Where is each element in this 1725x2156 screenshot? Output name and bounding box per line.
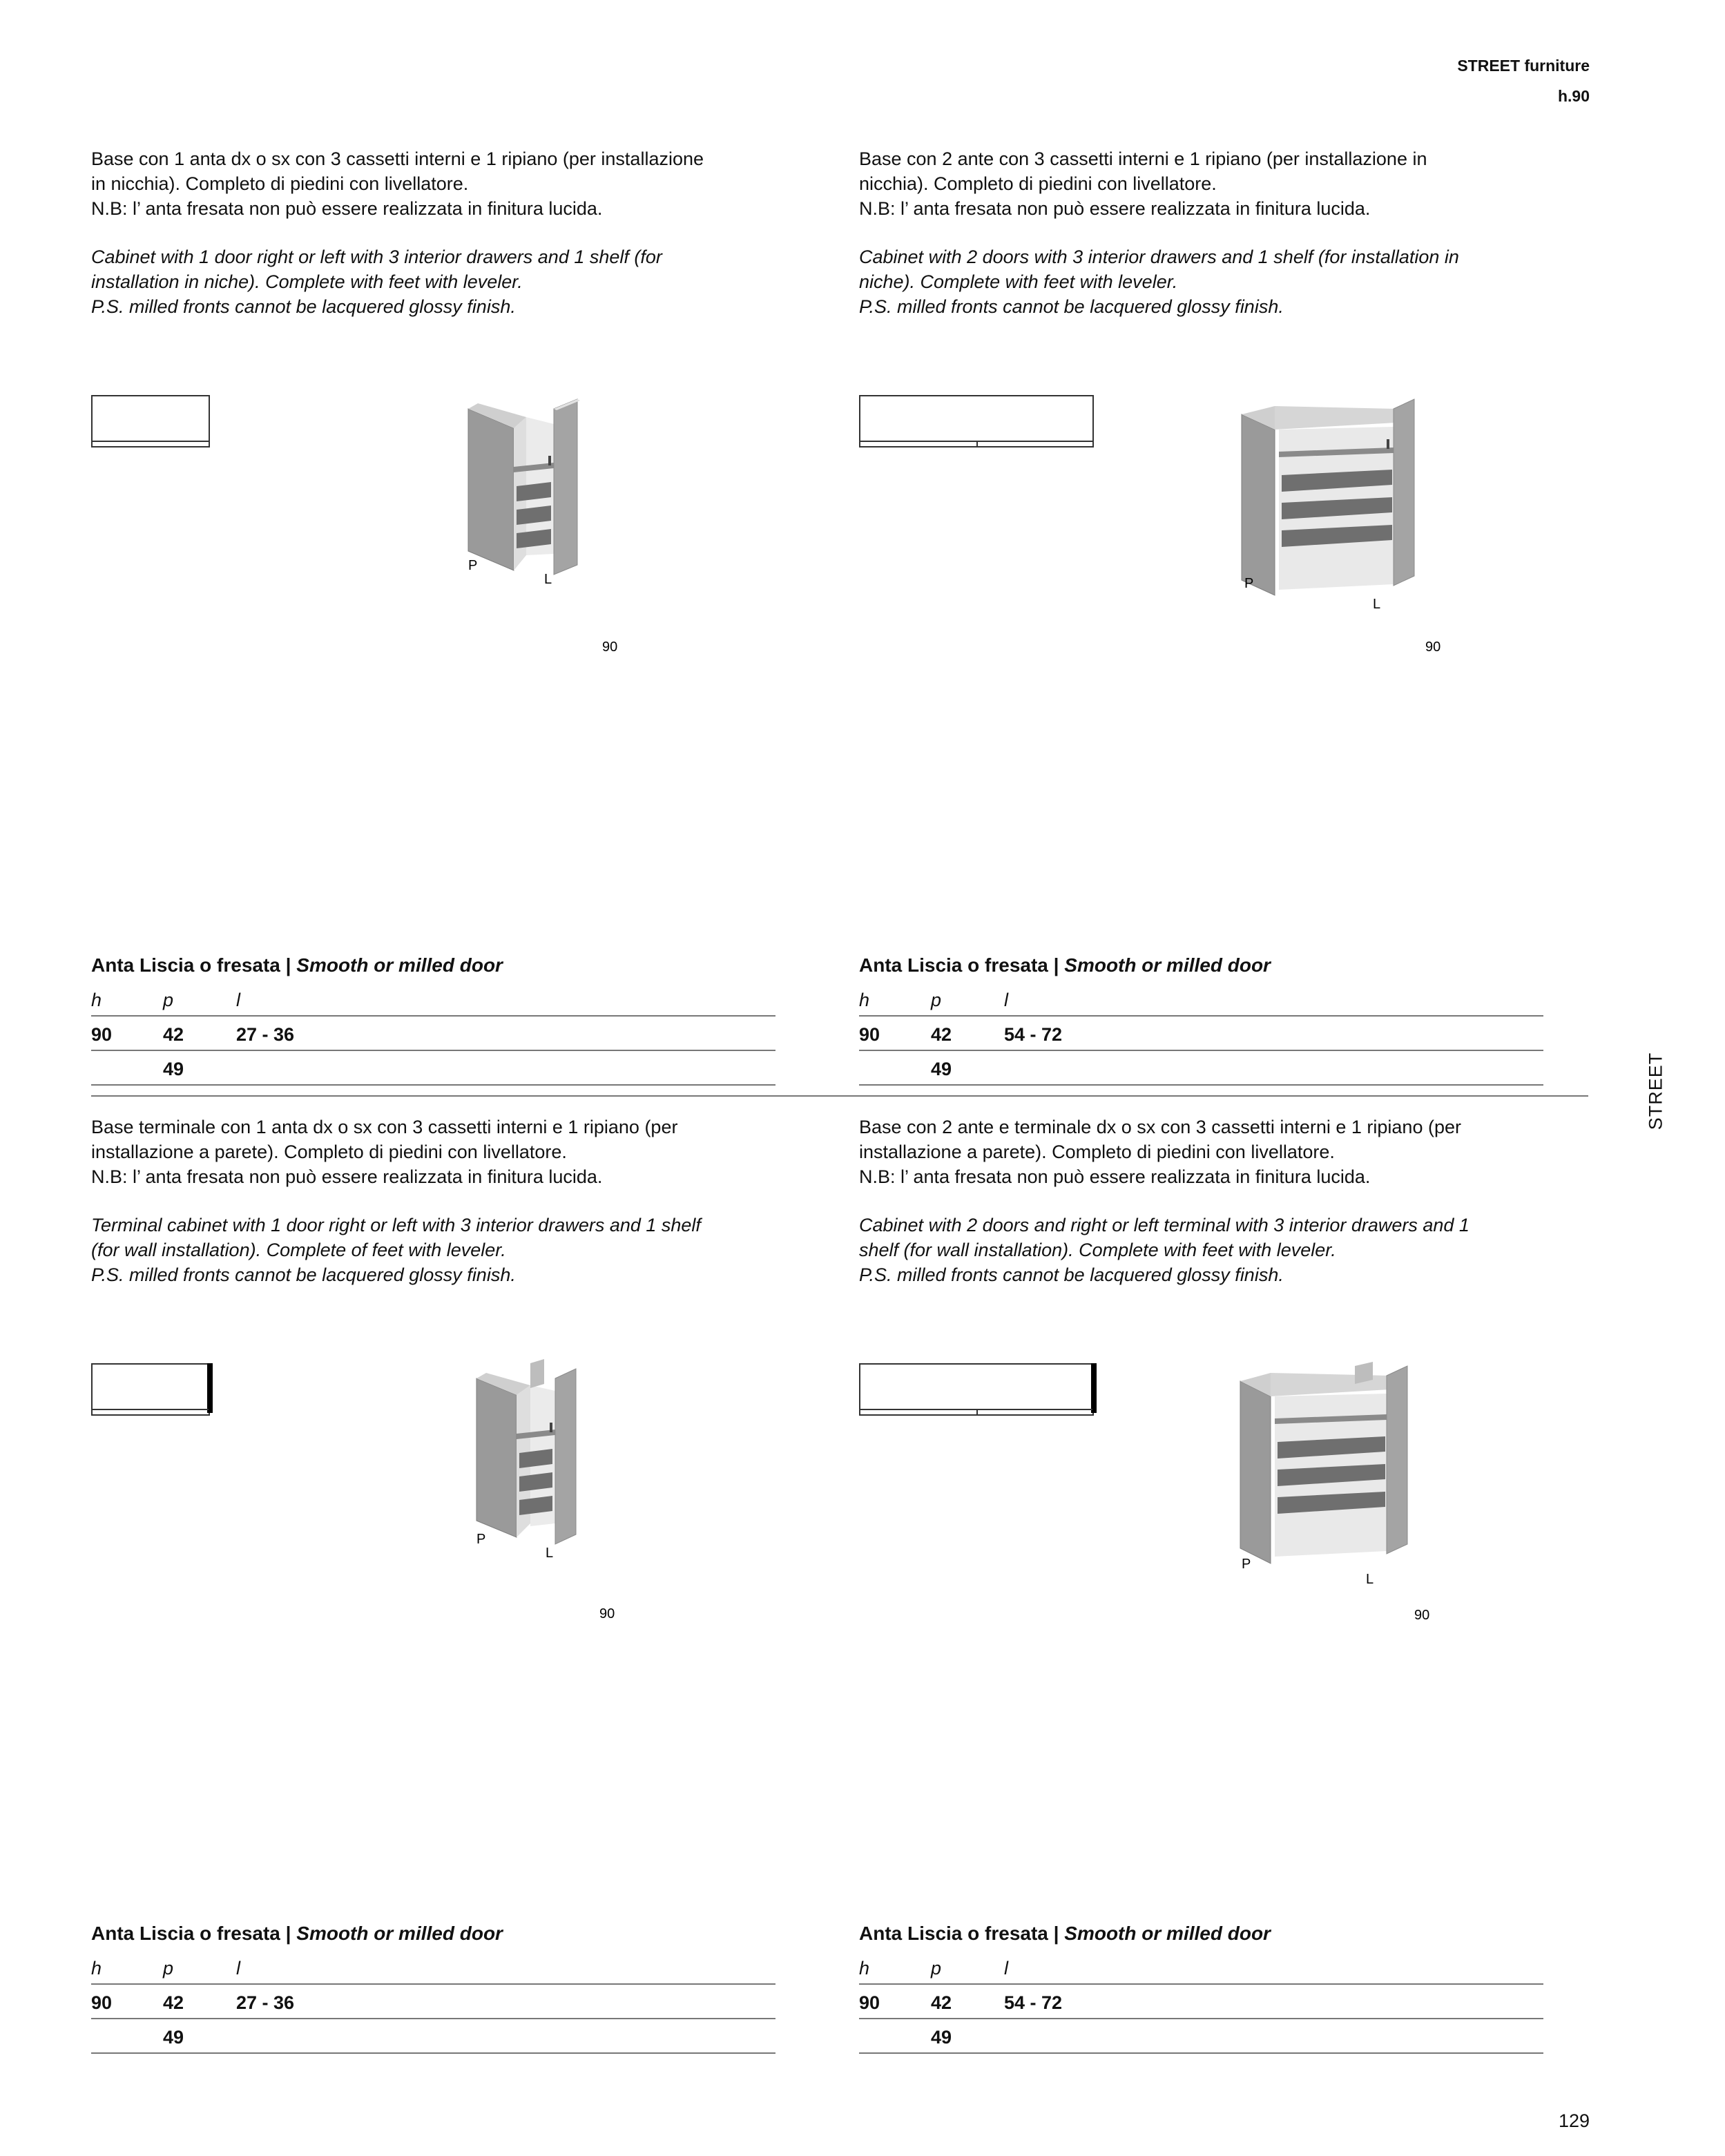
cabinet-terminal-1-door-drawing xyxy=(472,1363,652,1621)
dim-label-height: 90 xyxy=(1425,639,1441,655)
spec-table xyxy=(91,1923,775,2054)
spec-row: 90 42 27 - 36 xyxy=(91,1017,775,1051)
dim-label-depth: P xyxy=(476,1532,486,1547)
spec-row: 90 42 54 - 72 xyxy=(859,1985,1543,2019)
description-it: Base con 1 anta dx o sx con 3 cassetti interni e 1 ripiano (per installazione in nicchia). Completo di piedini con livellatore. N.B: l’ anta fresata non può essere realizzata in finitura lucida. xyxy=(91,148,704,219)
dim-label-depth: P xyxy=(1242,1557,1251,1572)
description-en: Cabinet with 1 door right or left with 3 interior drawers and 1 shelf (for installation in niche). Complete with feet with leveler. P.S. milled fronts cannot be lacquered glossy finish. xyxy=(91,247,662,317)
spec-row: 90 42 54 - 72 xyxy=(859,1017,1543,1051)
spec-row: 49 xyxy=(859,1051,1543,1086)
dim-label-depth: P xyxy=(1244,576,1254,591)
description-en: Cabinet with 2 doors with 3 interior drawers and 1 shelf (for installation in niche). Complete with feet with leveler. P.S. milled fronts cannot be lacquered glossy finish. xyxy=(859,247,1459,317)
product-block xyxy=(91,1115,775,2081)
dim-label-width: L xyxy=(1366,1572,1374,1587)
spec-table xyxy=(91,954,775,1086)
spec-row: 49 xyxy=(91,2019,775,2054)
cabinet-2-door-drawing xyxy=(1237,395,1465,655)
description-it: Base terminale con 1 anta dx o sx con 3 cassetti interni e 1 ripiano (per installazione a parete). Completo di piedini con livellatore. N.B: l’ anta fresata non può essere realizzata in finitura lucida. xyxy=(91,1117,678,1187)
spec-table xyxy=(859,954,1543,1086)
plan-view-icon xyxy=(859,1363,1094,1416)
dim-label-width: L xyxy=(544,572,552,587)
description-it: Base con 2 ante con 3 cassetti interni e 1 ripiano (per installazione in nicchia). Completo di piedini con livellatore. N.B: l’ anta fresata non può essere realizzata in finitura lucida. xyxy=(859,148,1427,219)
description-it: Base con 2 ante e terminale dx o sx con 3 cassetti interni e 1 ripiano (per installazione a parete). Completo di piedini con livellatore. N.B: l’ anta fresata non può essere realizzata in finitura lucida. xyxy=(859,1117,1461,1187)
side-section-label: STREET xyxy=(1645,1052,1666,1130)
dim-label-height: 90 xyxy=(602,639,618,655)
dim-label-depth: P xyxy=(468,558,478,573)
cabinet-terminal-2-door-drawing xyxy=(1237,1363,1465,1623)
header-title: STREET furniture xyxy=(1457,57,1590,75)
spec-table xyxy=(859,1923,1543,2054)
page-number: 129 xyxy=(1558,2110,1590,2131)
spec-row: 49 xyxy=(859,2019,1543,2054)
description-en: Cabinet with 2 doors and right or left terminal with 3 interior drawers and 1 shelf (for wall installation). Complete with feet with leveler. P.S. milled fronts cannot be lacquered glossy finish. xyxy=(859,1215,1469,1285)
spec-header-row: h p l xyxy=(91,1950,775,1985)
plan-view-icon xyxy=(91,395,210,447)
spec-row: 49 xyxy=(91,1051,775,1086)
description-en: Terminal cabinet with 1 door right or left with 3 interior drawers and 1 shelf (for wall installation). Complete of feet with leveler. P.S. milled fronts cannot be lacquered glossy finish. xyxy=(91,1215,701,1285)
spec-header-row: h p l xyxy=(859,982,1543,1017)
dim-label-width: L xyxy=(1373,597,1381,612)
cabinet-1-door-drawing xyxy=(464,395,644,655)
product-block xyxy=(859,1115,1543,2081)
spec-header-row: h p l xyxy=(91,982,775,1017)
spec-title: Anta Liscia o fresata | Smooth or milled door xyxy=(859,1923,1271,1944)
dim-label-width: L xyxy=(546,1546,554,1561)
plan-view-icon xyxy=(91,1363,210,1416)
spec-title: Anta Liscia o fresata | Smooth or milled door xyxy=(91,1923,503,1944)
spec-row: 90 42 27 - 36 xyxy=(91,1985,775,2019)
spec-header-row: h p l xyxy=(859,1950,1543,1985)
product-block xyxy=(91,146,775,1113)
header-subtitle: h.90 xyxy=(1557,87,1590,105)
plan-view-icon xyxy=(859,395,1094,447)
product-block xyxy=(859,146,1543,1113)
spec-title: Anta Liscia o fresata | Smooth or milled door xyxy=(91,954,503,976)
dim-label-height: 90 xyxy=(599,1606,615,1621)
spec-title: Anta Liscia o fresata | Smooth or milled door xyxy=(859,954,1271,976)
dim-label-height: 90 xyxy=(1414,1608,1430,1623)
